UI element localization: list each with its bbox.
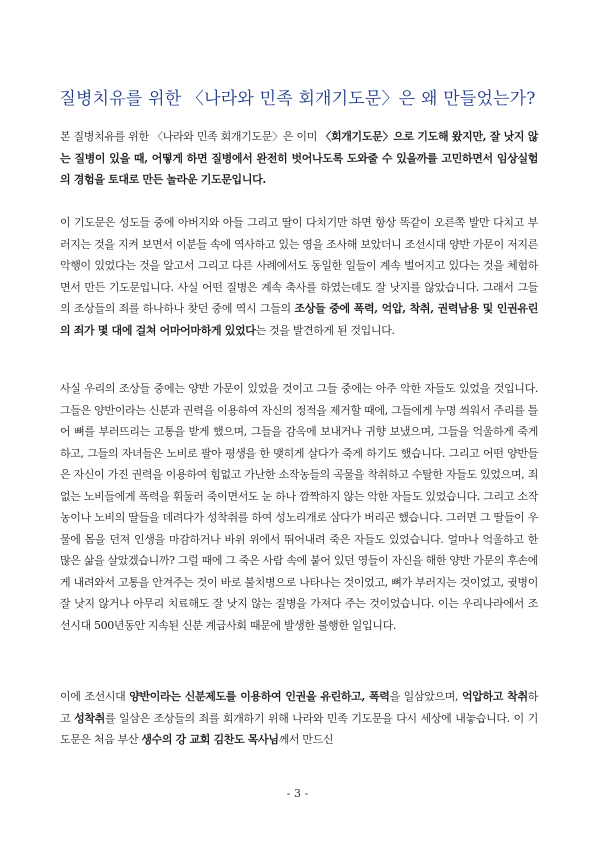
bold-text-run: 조상들 중에 폭력, 억압, 착취, 권력남용 및 인권유린의 죄가 몇 대에 걸쳐 어마어마하게 있었다: [60, 302, 538, 337]
paragraph-2: [60, 212, 538, 341]
page-title: 질병치유를 위한 〈나라와 민족 회개기도문〉은 왜 만들었는가?: [59, 89, 536, 109]
paragraph-4: [60, 686, 538, 751]
bold-text-run: 성착취: [74, 711, 105, 725]
text-run: 이 기도문은 성도들 중에 아버지와 아들 그리고 딸이 다치기만 하면 항상 똑같이 오른쪽 발만 다치고 부러지는 것을 지켜 보면서 이분들 속에 역사하고 있는 영을 조사해 보았더니 조선시대 양반 가문이 저지른 악행이 있었다는 것을 알고서 그리고 다른 사례에서도 동일한 일들이 계속 벌어지고 있다는 것을 체험하면서 만든 기도문입니다. 사실 어떤 질병은 계속 축사를 하였는데도 잘 낫지를 않았습니다. 그래서 그들의 조상들의 죄를 하나하나 찾던 중에 역시 그들의: [60, 216, 538, 315]
bold-text-run: 생수의 강 교회 김찬도 목사님: [141, 733, 279, 746]
bold-text-run: 〈회개기도문〉으로 기도해 왔지만, 잘 낫지 않는 질병이 있을 때, 어떻게 하면 질병에서 완전히 벗어나도록 도와줄 수 있을까를 고민하면서 임상실험의 경험을 토대로 만든 놀라운 기도문입니다.: [60, 130, 538, 186]
page-number: - 3 -: [286, 787, 309, 800]
text-run: 께서 만드신: [278, 733, 334, 746]
paragraph-1: [60, 126, 538, 191]
bold-text-run: 억압하고 착취: [461, 690, 528, 703]
text-run: 하고: [60, 690, 538, 725]
bold-text-run: 양반이라는 신분제도를 이용하여 인권을 유린하고, 폭력: [129, 690, 390, 703]
text-run: 는 것을 발견하게 된 것입니다.: [255, 323, 395, 337]
text-run: 이에 조선시대: [60, 690, 130, 703]
text-run: 을 일삼았으며,: [389, 690, 462, 703]
text-run: 를 일삼은 조상들의 죄를 회개하기 위해 나라와 민족 기도문을 다시 세상에 내놓습니다. 이 기도문은 처음 부산: [60, 711, 538, 746]
paragraph-3: [60, 378, 538, 636]
text-run: 사실 우리의 조상들 중에는 양반 가문이 있었을 것이고 그들 중에는 아주 악한 자들도 있었을 것입니다. 그들은 양반이라는 신분과 권력을 이용하여 자신의 정적을 제거할 때에, 그들에게 누명 씌워서 주리를 틀어 뼈를 부러뜨리는 고통을 받게 했으며, 그들을 감옥에 보내거나 귀향 보냈으며, 그들을 억울하게 죽게 하고, 그들의 자녀들은 노비로 팔아 평생을 한 맺히게 살다가 죽게 하기도 했습니다. 그리고 어떤 양반들은 자신이 가진 권력을 이용하여 힘없고 가난한 소작농들의 곡물을 착취하고 수탈한 자들도 있었으며, 죄없는 노비들에게 폭력을 휘둘러 죽이면서도 눈 하나 깜짝하지 않는 악한 자들도 있었습니다. 그리고 소작농이나 노비의 딸들을 데려다가 성착취를 하여 성노리개로 삼다가 버리곤 했습니다. 그러면 그 딸들이 우물에 몸을 던져 인생을 마감하거나 바위 위에서 뛰어내려 죽은 자들도 있었습니다. 얼마나 억울하고 한 많은 삶을 살았겠습니까? 그럴 때에 그 죽은 사람 속에 붙어 있던 영들이 자신을 해한 양반 가문의 후손에게 내려와서 고통을 안겨주는 것이 바로 불치병으로 나타나는 것이었고, 뼈가 부러지는 것이었고, 귓병이 잘 낫지 않거나 아무리 치료해도 잘 낫지 않는 질병을 가져다 주는 것이었습니다. 이는 우리나라에서 조선시대 500년동안 지속된 신분 계급사회 때문에 발생한 불행한 일입니다.: [60, 382, 538, 632]
text-run: 본 질병치유를 위한 〈나라와 민족 회개기도문〉은 이미: [60, 130, 321, 143]
